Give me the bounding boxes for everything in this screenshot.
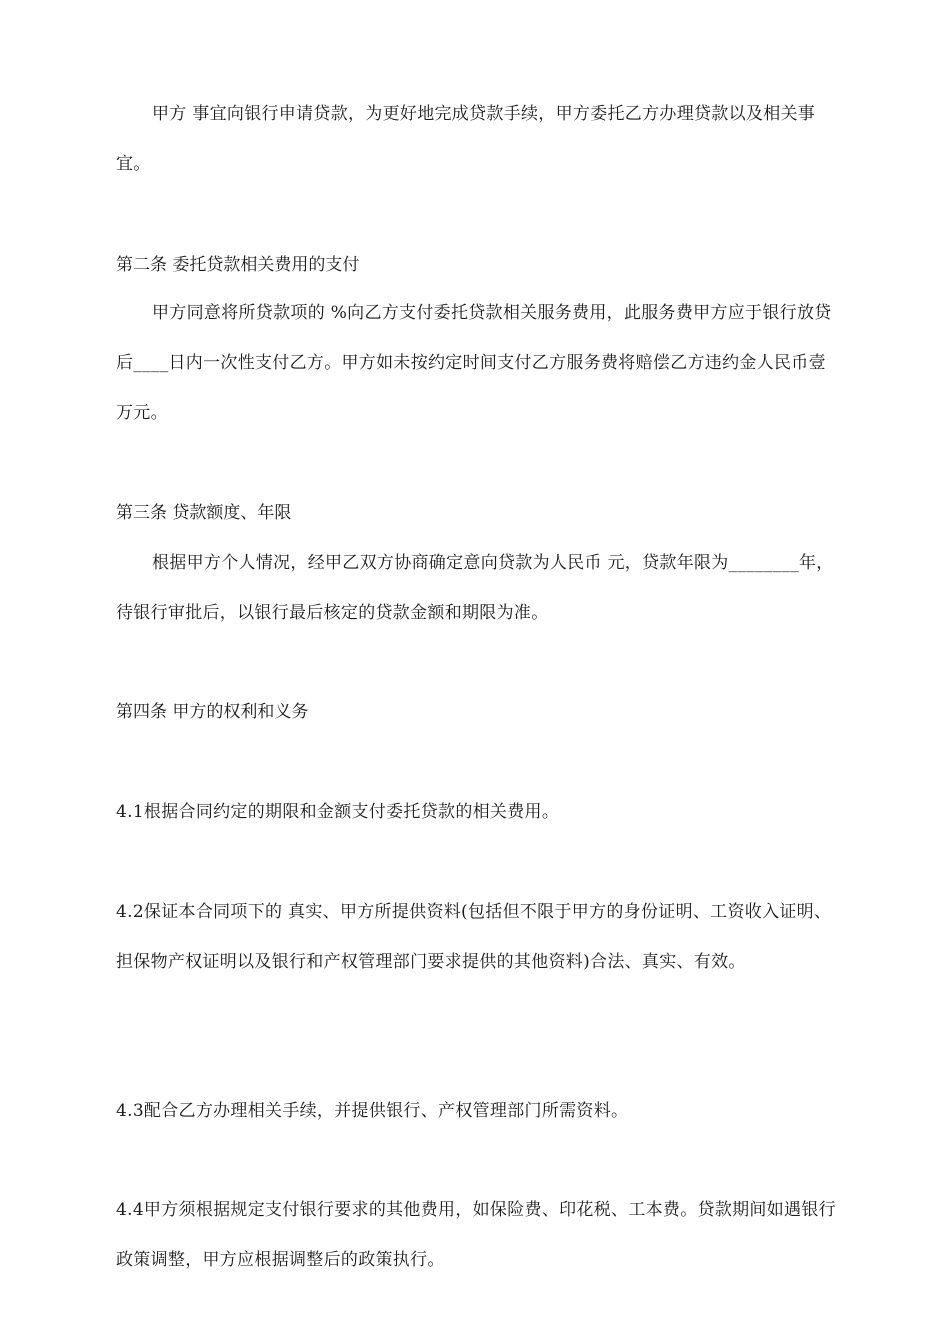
article-3-heading: 第三条 贷款额度、年限 (116, 503, 292, 523)
article-2-heading: 第二条 委托贷款相关费用的支付 (116, 255, 360, 275)
intro-paragraph: 甲方 事宜向银行申请贷款，为更好地完成贷款手续，甲方委托乙方办理贷款以及相关事宜。 (116, 104, 816, 174)
article-3-body: 根据甲方个人情况，经甲乙双方协商确定意向贷款为人民币 元，贷款年限为________年，待银行审批后，以银行最后核定的贷款金额和期限为准。 (116, 553, 834, 623)
clause-4-2: 4.2保证本合同项下的 真实、甲方所提供资料(包括但不限于甲方的身份证明、工资收入证明、担保物产权证明以及银行和产权管理部门要求提供的其他资料)合法、真实、有效。 (116, 902, 832, 972)
clause-4-4: 4.4甲方须根据规定支付银行要求的其他费用，如保险费、印花税、工本费。贷款期间如遇银行政策调整，甲方应根据调整后的政策执行。 (116, 1200, 836, 1270)
clause-4-1: 4.1根据合同约定的期限和金额支付委托贷款的相关费用。 (116, 802, 560, 822)
article-4-heading: 第四条 甲方的权利和义务 (116, 702, 309, 722)
article-2-body: 甲方同意将所贷款项的 %向乙方支付委托贷款相关服务费用，此服务费甲方应于银行放贷后____日内一次性支付乙方。甲方如未按约定时间支付乙方服务费将赔偿乙方违约金人民币壹万元。 (116, 303, 832, 423)
clause-4-3: 4.3配合乙方办理相关手续，并提供银行、产权管理部门所需资料。 (116, 1101, 629, 1121)
